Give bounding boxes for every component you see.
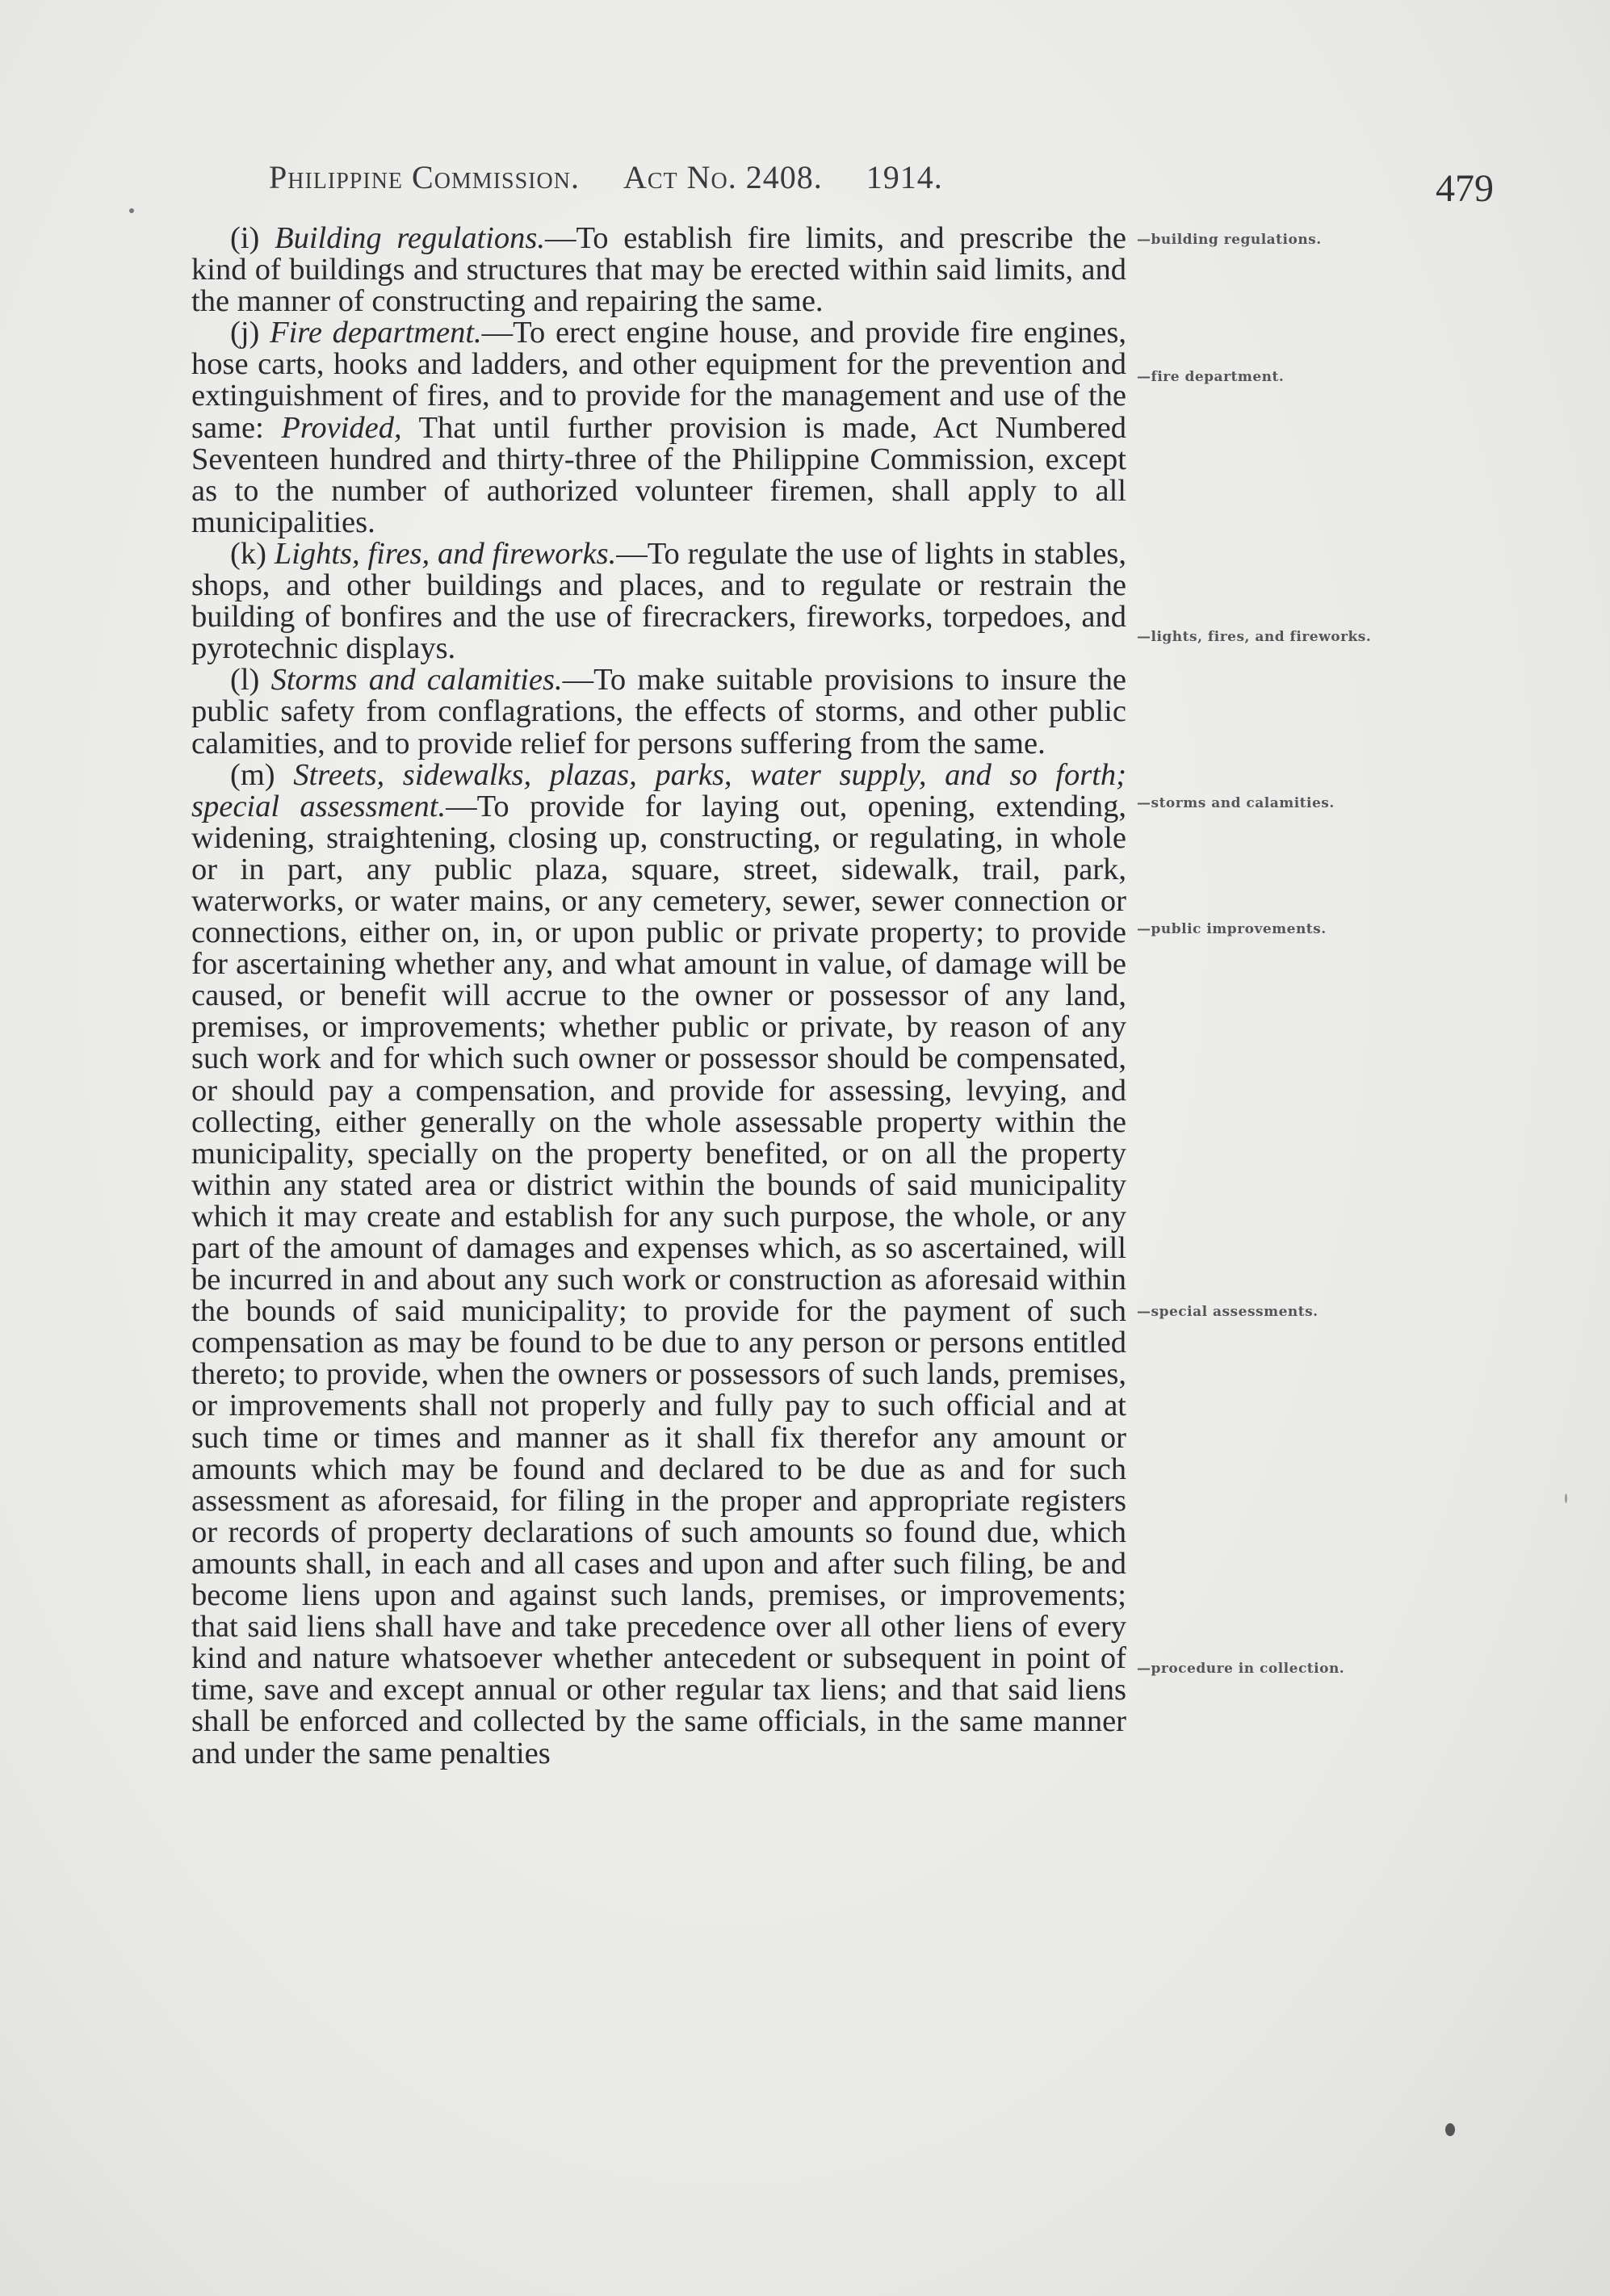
paragraph-title: Building regulations. — [275, 221, 545, 255]
paragraph-text: —To regulate the use of lights in stables, shops, and other buildings and places, and to regulate or restrain the building of bonfires and the use of firecrackers, fireworks, torpedoes, and pyrotechnic displays. — [191, 536, 1126, 666]
marginal-note-procedure-in-collection: —procedure in collection. — [1137, 1661, 1345, 1677]
paragraph-label: (k) — [230, 536, 266, 571]
paragraph-storms-calamities — [191, 664, 1126, 759]
paragraph-building-regulations — [191, 223, 1126, 317]
paragraph-text: —To erect engine house, and provide fire engines, hose carts, hooks and ladders, and other equipment for the prevention and extinguishment of fires, and to provide for the management and use of the same: — [191, 316, 1127, 445]
paragraph-label: (j) — [230, 316, 260, 350]
paragraph-title: Streets, sidewalks, plazas, parks, water supply, and so forth; special assessment. — [191, 757, 1126, 823]
paragraph-title: Storms and calamities. — [270, 663, 563, 698]
paper-speck — [1445, 2123, 1455, 2136]
header-commission: Philippine Commission. — [269, 159, 580, 195]
marginal-note-fire-department: —fire department. — [1137, 369, 1285, 385]
paragraph-title: Fire department. — [270, 316, 482, 350]
paper-speck — [1565, 1494, 1567, 1503]
paragraph-label: (m) — [230, 757, 275, 792]
running-head — [269, 158, 943, 196]
paragraph-text: —To establish fire limits, and prescribe the kind of buildings and structures that may be erected within said limits, and the manner of constructing and repairing the same. — [191, 221, 1126, 319]
paragraph-title: Lights, fires, and fireworks. — [274, 536, 617, 571]
paragraph-streets-special-assessment — [191, 757, 1126, 1770]
header-year: 1914. — [866, 159, 943, 195]
marginal-note-public-improvements: —public improvements. — [1137, 921, 1327, 937]
paragraph-text: —To make suitable provisions to insure the public safety from conflagrations, the effects of storms, and other public calamities, and to provide relief for persons suffering from the same. — [191, 663, 1127, 760]
paragraph-lights-fires-fireworks — [191, 538, 1126, 664]
paragraph-label: (i) — [230, 221, 260, 255]
header-act: Act No. 2408. — [623, 159, 823, 195]
body-text — [191, 223, 1126, 1770]
marginal-note-lights-fires-fireworks: —lights, fires, and fireworks. — [1137, 629, 1372, 645]
paragraph-fire-department — [191, 317, 1126, 538]
paragraph-text-after: That until further provision is made, Act Numbered Seventeen hundred and thirty-three of the Philippine Commission, except as to the number of authorized volunteer firemen, shall apply to all municipalities. — [191, 410, 1126, 539]
paragraph-text: —To provide for laying out, opening, extending, widening, straightening, closing up, constructing, or regulating, in whole or in part, any public plaza, square, street, sidewalk, trail, park, waterworks, or water mains, or any cemetery, sewer, sewer connection or connections, either on, in, or upon public or private property; to provide for ascertaining whether any, and what amount in value, of damage will be caused, or benefit will accrue to the owner or possessor of any land, premises, or improvements; whether public or private, by reason of any such work and for which such owner or possessor should be compensated, or should pay a compensation, and provide for assessing, levying, and collecting, either generally on the whole assessable property within the municipality, specially on the property benefited, or on all the property within any stated area or district within the bounds of said municipality which it may create and establish for any such purpose, the whole, or any part of the amount of damages and expenses which, as so ascertained, will be incurred in and about any such work or construction as aforesaid within the bounds of said municipality; to provide for the payment of such compensation as may be found to be due to any person or persons entitled thereto; to provide, when the owners or possessors of such lands, premises, or improvements shall not properly and fully pay to such official and at such time or times and manner as it shall fix therefor any amount or amounts which may be found and declared to be due as and for such assessment as aforesaid, for filing in the proper and appropriate registers or records of property declarations of such amounts so found due, which amounts shall, in each and all cases and upon and after such filing, be and become liens upon and against such lands, premises, or improvements; that said liens shall have and take precedence over all other liens of every kind and nature whatsoever whether antecedent or subsequent in point of time, save and except annual or other regular tax liens; and that said liens shall be enforced and collected by the same officials, in the same manner and under the same penalties — [191, 789, 1126, 1770]
page-number: 479 — [1436, 167, 1494, 210]
marginal-note-building-regulations: —building regulations. — [1137, 232, 1322, 248]
paper-speck — [129, 208, 134, 213]
marginal-note-special-assessments: —special assessments. — [1137, 1304, 1319, 1320]
marginal-note-storms-calamities: —storms and calamities. — [1137, 795, 1335, 811]
paragraph-label: (l) — [230, 663, 260, 698]
proviso-word: Provided, — [281, 410, 402, 445]
